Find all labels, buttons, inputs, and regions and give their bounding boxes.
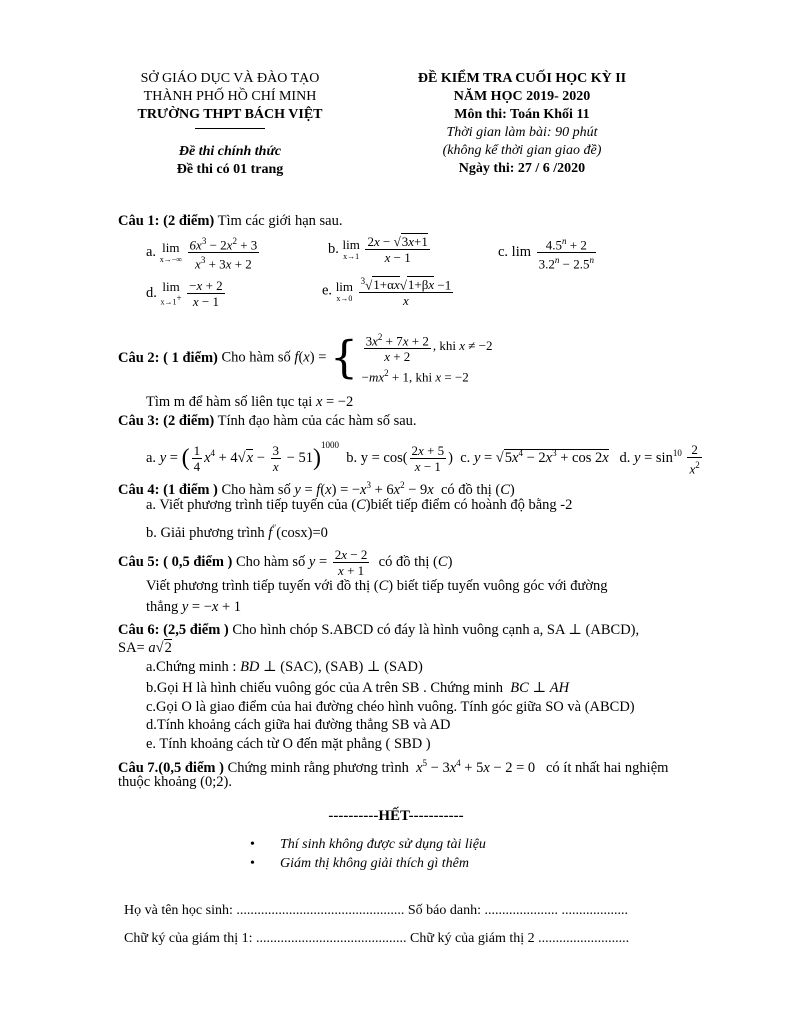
note-item: • Thí sinh không được sử dụng tài liệu xyxy=(250,835,486,854)
q7-line2: thuộc khoảng (0;2). xyxy=(118,774,232,790)
q6-part-b: b.Gọi H là hình chiếu vuông góc của A trên SB . Chứng minh BC ⊥ AH xyxy=(146,680,570,696)
q6-line2: SA= a√2 xyxy=(118,640,172,656)
header-right xyxy=(382,70,662,178)
q3-parts: a. y = ( $\frac{1}{4}$ $x^4 + 4√x$ − $\frac{3}{x}$ − 51)$^{1000}$ b. y = cos( $\frac{2x + 5}{x - 1}$ ) c. $y = √5x^4 - 2x^3 + \cos 2x$ d. $y = \sin^{10}$ $\frac{2}{x^2}$ xyxy=(146,440,700,476)
department-name: SỞ GIÁO DỤC VÀ ĐÀO TẠO xyxy=(140,71,320,86)
q4-part-a: a. Viết phương trình tiếp tuyến của (C)biết tiếp điểm có hoành độ bằng -2 xyxy=(146,497,573,513)
question-3-text: Tính đạo hàm của các hàm số sau. xyxy=(214,413,417,429)
note-item: • Giám thị không giải thích gì thêm xyxy=(250,854,486,873)
question-1-label: Câu 1: (2 điểm) xyxy=(118,213,215,229)
q2-line2: Tìm m để hàm số liên tục tại x = −2 xyxy=(146,394,354,410)
question-2-label: Câu 2: ( 1 điểm) xyxy=(118,349,218,366)
question-7-label: Câu 7.(0,5 điểm ) xyxy=(118,759,224,776)
question-4: Câu 4: (1 điểm ) Cho hàm số $y = f(x) = -x^3 + 6x^2 - 9x$ có đồ thị (C) xyxy=(118,480,515,498)
question-5: Câu 5: ( 0,5 điểm ) Cho hàm số y = $\frac{2x - 2}{x + 1}$ có đồ thị (C) xyxy=(118,547,453,578)
question-4-label: Câu 4: (1 điểm ) xyxy=(118,481,218,498)
signature-line: Chữ ký của giám thị 1: ........................................... Chữ ký của giám thị 2 .......................... xyxy=(124,931,630,946)
q1-part-e: e. lim x→0 $\frac{^3√1+\alpha x√1+\beta x -1}{x}$ xyxy=(322,276,452,309)
question-3 xyxy=(118,412,417,431)
question-7: Câu 7.(0,5 điểm ) Chứng minh rằng phương trình $x^5 - 3x^4 + 5x - 2 = 0$ có ít nhất hai nghiệm xyxy=(118,758,669,776)
city-name: THÀNH PHỐ HỒ CHÍ MINH xyxy=(143,89,317,104)
question-1-text: Tìm các giới hạn sau. xyxy=(214,213,343,229)
q1-part-d: d. lim x→1+ $\frac{-x + 2}{x - 1}$ xyxy=(146,278,223,309)
question-6: Câu 6: (2,5 điểm ) Cho hình chóp S.ABCD có đáy là hình vuông cạnh a, SA ⊥ (ABCD), xyxy=(118,622,640,638)
official-label: Đề thi chính thức xyxy=(178,144,282,159)
question-3-label: Câu 3: (2 điểm) xyxy=(118,413,215,429)
subject: Môn thi: Toán Khối 11 xyxy=(454,107,590,122)
q5-line3: thẳng y = −x + 1 xyxy=(146,599,242,615)
q1-part-b: b. lim x→1 $\frac{2x - √3x+1}{x - 1}$ xyxy=(328,234,428,265)
page-count: Đề thi có 01 trang xyxy=(176,162,284,177)
divider xyxy=(195,128,265,143)
question-6-label: Câu 6: (2,5 điểm ) xyxy=(118,622,229,638)
q5-line2: Viết phương trình tiếp tuyến với đồ thị (C) biết tiếp tuyến vuông góc với đường xyxy=(146,578,608,594)
student-info-line: Họ và tên học sinh: ................................................ Số báo danh: ..................... ................... xyxy=(124,903,628,918)
school-year: NĂM HỌC 2019- 2020 xyxy=(453,89,591,104)
question-2-text: Cho hàm số xyxy=(217,349,295,366)
notes xyxy=(250,835,486,873)
exam-date: Ngày thi: 27 / 6 /2020 xyxy=(458,161,586,176)
duration-note: (không kể thời gian giao đề) xyxy=(442,143,602,158)
header-left xyxy=(100,70,360,179)
q6-part-e: e. Tính khoảng cách từ O đến mặt phẳng ( SBD ) xyxy=(146,736,431,752)
question-1 xyxy=(118,212,342,231)
q6-part-a: a.Chứng minh : BD ⊥ (SAC), (SAB) ⊥ (SAD) xyxy=(146,659,423,675)
exam-title: ĐỀ KIỂM TRA CUỐI HỌC KỲ II xyxy=(417,71,627,86)
q6-part-d: d.Tính khoảng cách giữa hai đường thẳng SB và AD xyxy=(146,717,451,733)
q1-part-c: c. lim $\frac{4.5^n + 2}{3.2^n - 2.5^n}$ xyxy=(498,236,594,272)
q1-part-a: a. lim x→−∞ $\frac{6x^3 - 2x^2 + 3}{x^3 + 3x + 2}$ xyxy=(146,236,258,272)
q4-part-b: b. Giải phương trình f′′(cosx)=0 xyxy=(146,523,328,541)
question-5-label: Câu 5: ( 0,5 điểm ) xyxy=(118,553,233,570)
end-mark: ----------HẾT----------- xyxy=(328,808,464,824)
question-2: Câu 2: ( 1 điểm) Cho hàm số f(x) = { $\frac{3x^2 + 7x + 2}{x + 2}$ , khi x ≠ −2 $-mx^2 + 1$, khi x = −2 xyxy=(118,332,493,385)
school-name: TRƯỜNG THPT BÁCH VIỆT xyxy=(137,107,323,122)
duration: Thời gian làm bài: 90 phút xyxy=(446,125,598,140)
q6-part-c: c.Gọi O là giao điểm của hai đường chéo hình vuông. Tính góc giữa SO và (ABCD) xyxy=(146,699,635,715)
